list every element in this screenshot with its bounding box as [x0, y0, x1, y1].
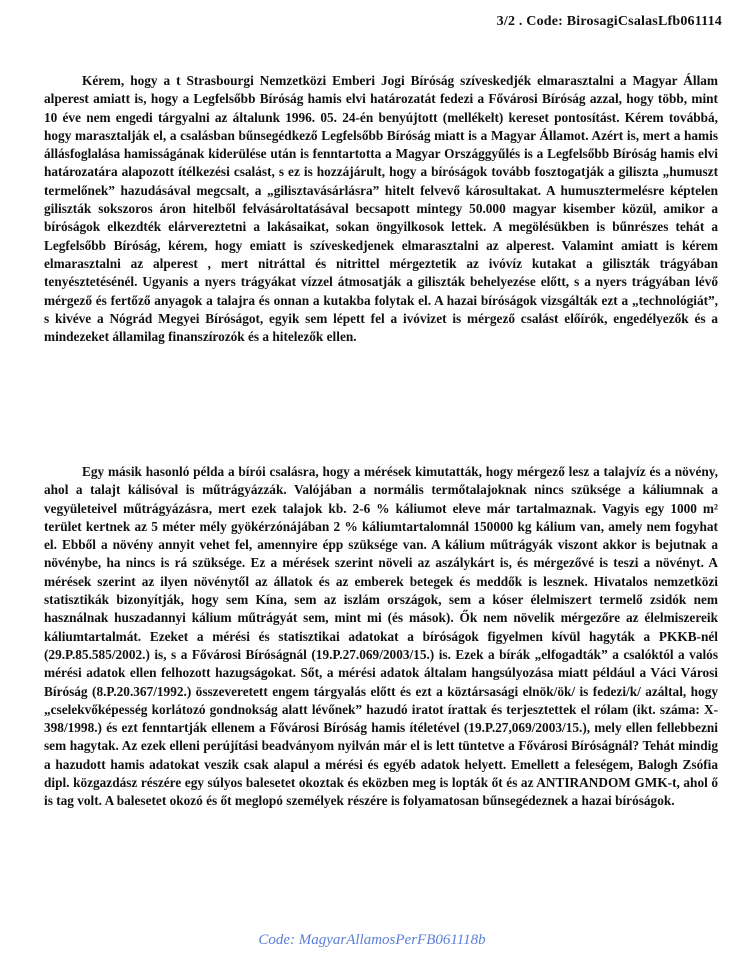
body-paragraph-1: Kérem, hogy a t Strasbourgi Nemzetközi Emberi Jogi Bíróság szíveskedjék elmarasztalni a Magyar Állam alperest amiatt is, hogy a Legfelsőbb Bíróság hamis elvi határozatát fedezi a Fővárosi Bíróság azzal, hogy több, mint 10 éve nem engedi tárgyalni az általunk 1996. 05. 24-én benyújtott (mellékelt) kereset pontosítást. Kérem továbbá, hogy marasztalják el, a csalásban bűnsegédkező Legfelsőbb Bíróság miatt is a Magyar Államot. Azért is, mert a hamis állásfoglalása hamisságának kiderülése után is fenntartotta a Magyar Országgyűlés is a Legfelsőbb Bíróság hamis elvi határozatára alapozott ítélkezési csalást, s ez is hozzájárult, hogy a bíróságok tovább fosztogatják a giliszta „humuszt termelőnek” hazudásával megcsalt, a „gilisztavásárlásra” hitelt felvevő károsultakat. A humusztermelésre képtelen giliszták sokszoros áron hitelből felvásároltatásával becsapott mintegy 50.000 magyar kisember közül, amikor a bíróságok elkezdték elárvereztetni a lakásaikat, sokan öngyilkosok lettek. A megölésükben is bűnrészes tehát a Legfelsőbb Bíróság, kérem, hogy emiatt is szíveskedjenek elmarasztalni az alperest. Valamint amiatt is kérem elmarasztalni az alperest , mert nitráttal és nitrittel mérgeztetik az ivóvíz kutakat a giliszták trágyában tenyésztetésénél. Ugyanis a nyers trágyákat vízzel átmosatják a giliszták behelyezése előtt, s a nyers trágyában lévő mérgező és fertőző anyagok a talajra és onnan a kutakba folytak el. A hazai bíróságok vizsgálták ezt a „technológiát”, s kivéve a Nógrád Megyei Bíróságot, egyik sem lépett fel a ivóvizet is mérgező csalást előírók, engedélyezők és a mindezeket államilag finanszírozók és a hitelezők ellen. — [44, 73, 718, 345]
page-footer-code: Code: MagyarAllamosPerFB061118b — [258, 932, 486, 948]
page-header-code: 3/2 . Code: BirosagiCsalasLfb061114 — [496, 14, 722, 29]
body-paragraph-2: Egy másik hasonló példa a bírói csalásra, hogy a mérések kimutatták, hogy mérgező lesz a talajvíz és a növény, ahol a talajt kálisóval is műtrágyázzák. Valójában a normális termőtalajoknak nincs szüksége a káliumnak a vegyületeivel műtrágyázásra, mert ezek talajok kb. 2-6 % káliumot eleve már tartalmaznak. Vagyis egy 1000 m² terület kertnek az 5 méter mély gyökérzónájában 2 % káliumtartalomnál 150000 kg kálium van, amely nem fogyhat el. Ebből a növény annyit vehet fel, amennyire épp szüksége van. A kálium műtrágyák viszont akkor is bejutnak a növénybe, ha nincs is rá szüksége. Ez a mérések szerint növeli az aszálykárt is, és mérgezővé is teszi a növényt. A mérések szerint az ilyen növénytől az állatok és az emberek betegek és meddők is lesznek. Hivatalos nemzetközi statisztikák bizonyítják, hogy sem Kína, sem az iszlám országok, sem a kóser élelmiszert termelő zsidók nem használnak huszadannyi kálium műtrágyát sem, mint mi (és mások). Ők nem növelik mérgezőre az élelmiszereik káliumtartalmát. Ezeket a mérési és statisztikai adatokat a bíróságok figyelmen kívül hagyták a PKKB-nél (29.P.85.585/2002.) is, s a Fővárosi Bíróságnál (19.P.27.069/2003/15.) is. Ezek a bírák „elfogadták” a csalóktól a valós mérési adatok ellen felhozott hazugságokat. Sőt, a mérési adatok általam hangsúlyozása miatt például a Váci Városi Bíróság (8.P.20.367/1992.) összeveretett engem tárgyalás előtt és ezt a köztársasági elnök/ök/ is fedezi/k/ azáltal, hogy „cselekvőképesség korlátozó gondnokság alatt lévőnek” hazudó iratot írattak és terjesztettek el rólam (ikt. száma: X-398/1998.) és ezt fenntartják ellenem a Fővárosi Bíróság hamis ítéletével (19.P.27,069/2003/15.), mely ellen fellebbezni sem hagytak. Az ezek elleni perújítási beadványom nyilván már el is lett tüntetve a Fővárosi Bíróságnál? Tehát mindig a hazudott hamis adatokat veszik csak alapul a mérési és egyéb adatok helyett. Emellett a feleségem, Balogh Zsófia dipl. közgazdász részére egy súlyos balesetet okoztak és eközben meg is lopták őt és az ANTIRANDOM GMK-t, ahol ő is tag volt. A balesetet okozó és őt meglopó személyek részére is folyamatosan bűnsegédeznek a hazai bíróságok. — [44, 464, 718, 809]
